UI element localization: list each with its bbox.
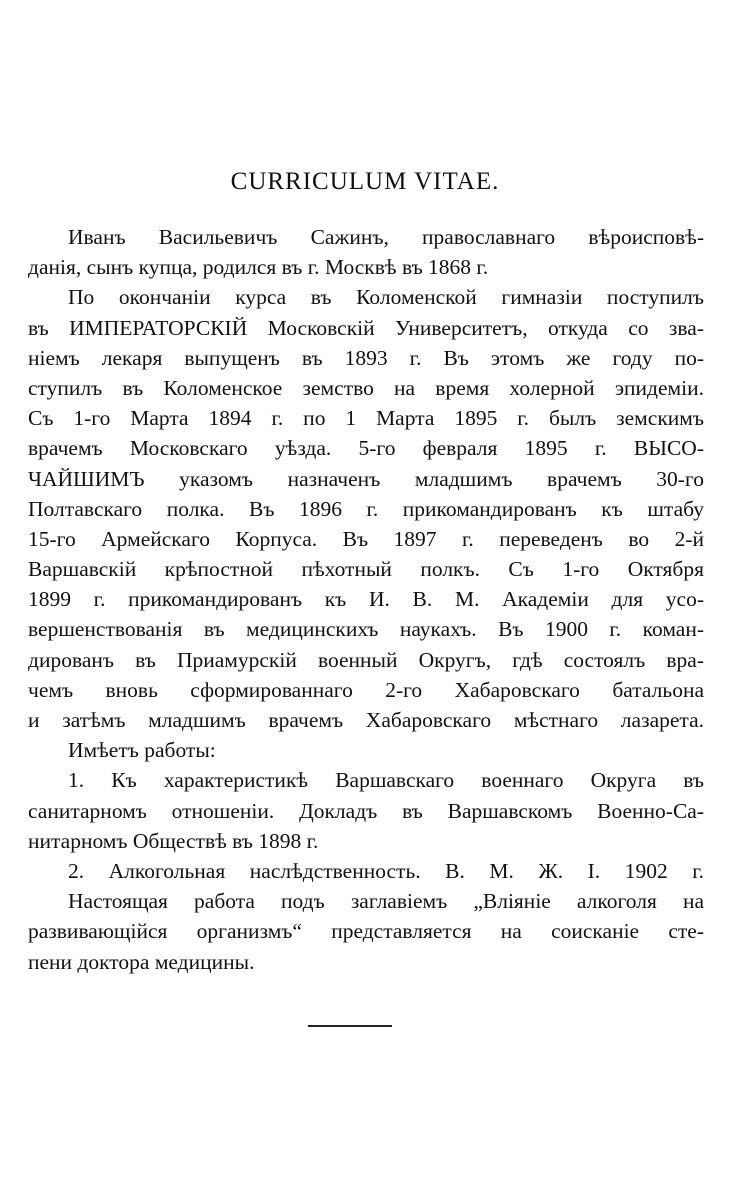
document-body [28, 222, 704, 977]
closing-rule [308, 1025, 392, 1027]
text-line: ЧАЙШИМЪ указомъ назначенъ младшимъ врачемъ 30-го [28, 466, 704, 491]
text-line: Съ 1-го Марта 1894 г. по 1 Марта 1895 г. былъ земскимъ [28, 406, 704, 431]
text-line: Полтавскаго полка. Въ 1896 г. прикомандированъ къ штабу [28, 496, 704, 521]
text-line: нитарномъ Обществѣ въ 1898 г. [28, 828, 319, 853]
text-line: 1. Къ характеристикѣ Варшавскаго военнаго Округа въ [68, 768, 704, 793]
text-line: Настоящая работа подъ заглавіемъ „Вліяніе алкоголя на [68, 889, 704, 914]
text-line: Иванъ Васильевичъ Сажинъ, православнаго вѣроисповѣ- [68, 225, 704, 249]
text-line: Варшавскій крѣпостной пѣхотный полкъ. Съ 1-го Октября [28, 557, 704, 582]
text-line: санитарномъ отношеніи. Докладъ въ Варшавскомъ Военно-Са- [28, 798, 704, 823]
text-line: ніемъ лекаря выпущенъ въ 1893 г. Въ этомъ же году по- [28, 345, 704, 370]
text-line: 15-го Армейскаго Корпуса. Въ 1897 г. переведенъ во 2-й [28, 526, 704, 551]
text-line: вершенствованія въ медицинскихъ наукахъ. Въ 1900 г. коман- [28, 617, 704, 642]
text-line: въ ИМПЕРАТОРСКІЙ Московскій Университетъ, откуда со зва- [28, 315, 704, 340]
text-line: пени доктора медицины. [28, 949, 255, 974]
text-line: чемъ вновь сформированнаго 2-го Хабаровскаго батальона [28, 677, 704, 702]
document-title: CURRICULUM VITAE. [230, 168, 500, 195]
text-line: данія, сынъ купца, родился въ г. Москвѣ въ 1868 г. [28, 255, 489, 280]
text-line: врачемъ Московскаго уѣзда. 5-го февраля 1895 г. ВЫСО- [28, 436, 704, 461]
text-line: 1899 г. прикомандированъ къ И. В. М. Академіи для усо- [28, 587, 704, 612]
text-line: 2. Алкогольная наслѣдственность. В. М. Ж. I. 1902 г. [68, 858, 704, 883]
text-line: Имѣетъ работы: [68, 738, 216, 763]
text-line: По окончаніи курса въ Коломенской гимназіи поступилъ [68, 285, 704, 310]
text-line: ступилъ въ Коломенское земство на время холерной эпидеміи. [28, 375, 704, 400]
text-line: и затѣмъ младшимъ врачемъ Хабаровскаго мѣстнаго лазарета. [28, 708, 704, 732]
text-line: развивающійся организмъ“ представляется на соисканіе сте- [28, 919, 704, 944]
text-line: дированъ въ Приамурскій военный Округъ, гдѣ состоялъ вра- [28, 647, 704, 672]
